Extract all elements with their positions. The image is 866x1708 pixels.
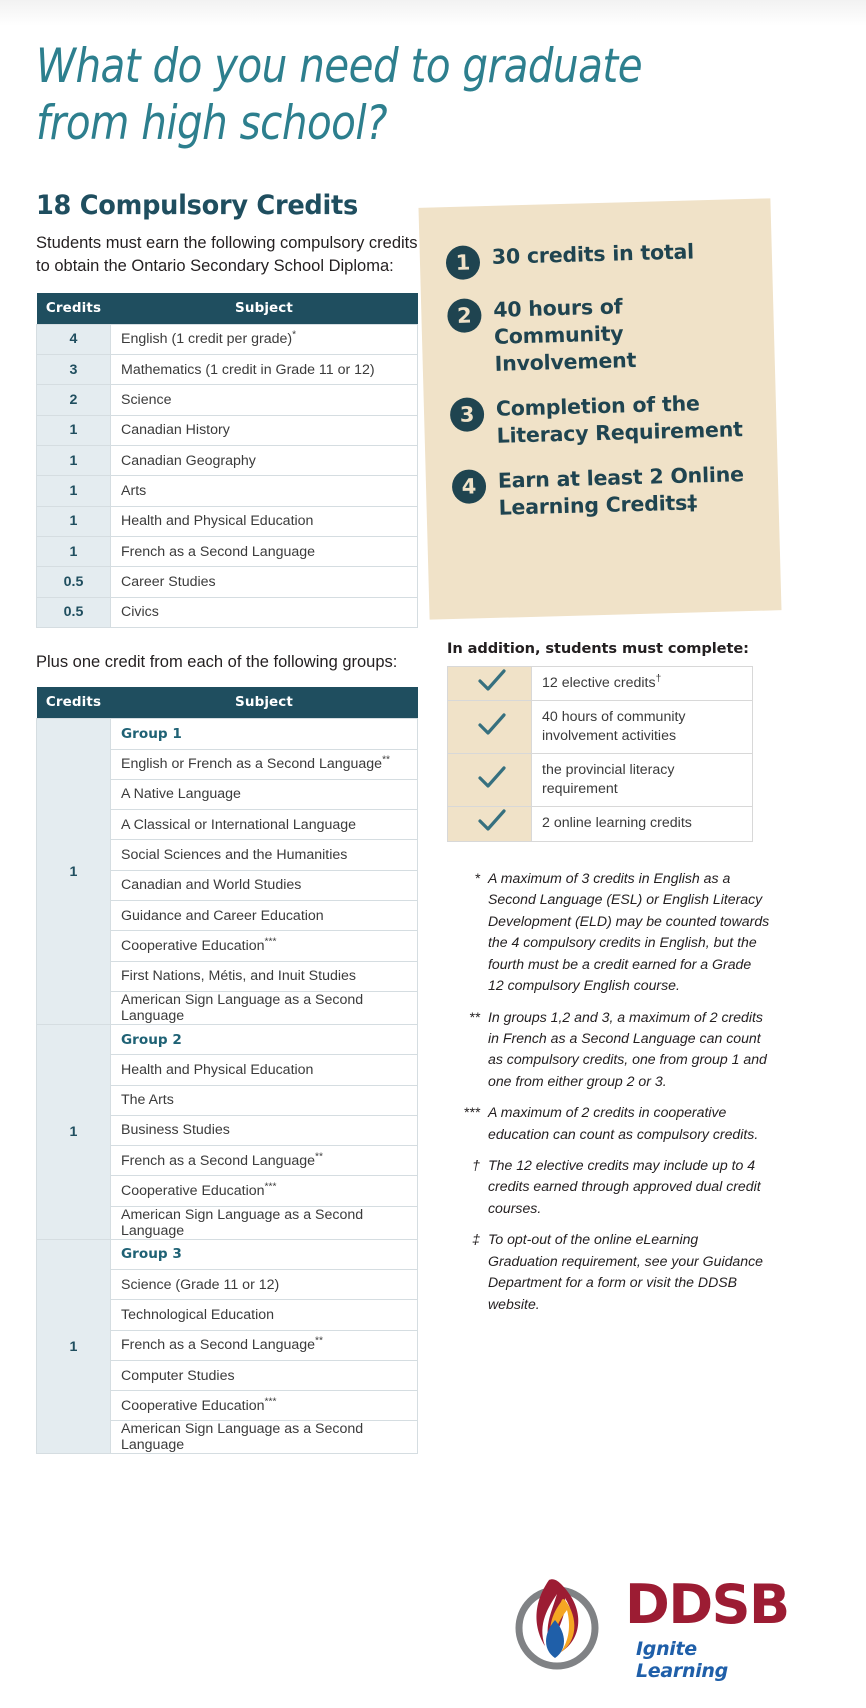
checklist-label: the provincial literacy requirement [532,754,753,807]
subject-cell: English or French as a Second Language** [111,749,418,779]
addition-checklist-body [448,667,753,842]
checklist-row [448,667,753,701]
credits-cell: 0.5 [37,567,111,597]
callout-item-label: 30 credits in total [491,239,695,269]
table-row [37,446,418,476]
table-row [37,567,418,597]
checklist-row [448,701,753,754]
subject-cell: Guidance and Career Education [111,901,418,931]
intro-text: Students must earn the following compulsory credits to obtain the Ontario Secondary School Diploma: [36,234,418,276]
column-header-credits: Credits [37,687,111,719]
footnote-text: In groups 1,2 and 3, a maximum of 2 credits in French as a Second Language can count as compulsory credits, one from group 1 and one from either group 2 or 3. [488,1008,767,1089]
footnote-marker: † [472,1157,480,1174]
addition-checklist-table [447,666,753,842]
group-credits-cell: 1 [37,1024,111,1239]
footnote-text: The 12 elective credits may include up to 4 credits earned through approved dual credit courses. [488,1157,761,1216]
table-header-row [37,293,418,325]
table-row [37,355,418,385]
credits-cell: 1 [37,536,111,566]
subject-cell: French as a Second Language** [111,1330,418,1360]
flame-icon [505,1572,609,1681]
logo-wordmark: DDSB [625,1573,789,1636]
subject-cell: French as a Second Language** [111,1146,418,1176]
group-header-row [37,1024,418,1054]
subject-cell: Technological Education [111,1300,418,1330]
credits-cell: 1 [37,506,111,536]
callout-item [450,389,767,452]
subject-cell: American Sign Language as a Second Language [111,1421,418,1454]
subject-cell: Computer Studies [111,1360,418,1390]
plus-note: Plus one credit from each of the following groups: [36,652,398,671]
group-header-row [37,719,418,749]
callout-number-badge: 4 [452,469,487,504]
subject-cell: The Arts [111,1085,418,1115]
subject-cell: Health and Physical Education [111,506,418,536]
table-row [37,324,418,354]
callout-item-label: Earn at least 2 Online Learning Credits‡ [497,462,745,521]
footnote [452,1007,770,1093]
credits-cell: 1 [37,415,111,445]
column-header-subject: Subject [111,687,418,719]
column-header-subject: Subject [111,293,418,325]
footnote-marker: * [474,870,480,886]
callout-list [446,237,769,524]
page-title: What do you need to graduate from high school? [36,39,643,152]
subject-cell: French as a Second Language [111,536,418,566]
subject-cell: First Nations, Métis, and Inuit Studies [111,961,418,991]
footnotes-list [452,868,770,1325]
subject-cell: American Sign Language as a Second Language [111,991,418,1024]
subject-cell: American Sign Language as a Second Language [111,1206,418,1239]
group-label-cell: Group 2 [111,1024,418,1054]
table-row [37,597,418,627]
footnote-marker: ‡ [472,1231,480,1248]
footnote [452,1155,770,1219]
group-label-cell: Group 3 [111,1239,418,1269]
table-row [37,476,418,506]
subject-cell: Canadian and World Studies [111,870,418,900]
check-icon [448,701,532,754]
credits-cell: 1 [37,476,111,506]
addition-title: In addition, students must complete: [447,640,749,657]
subject-cell: Canadian History [111,415,418,445]
table-row [37,506,418,536]
subject-cell: A Native Language [111,779,418,809]
subject-cell: Science (Grade 11 or 12) [111,1269,418,1299]
group-credits-body [37,719,418,1454]
subject-cell: Cooperative Education*** [111,1391,418,1421]
table-row [37,385,418,415]
logo-tagline: Ignite Learning [636,1638,728,1682]
subject-cell: Health and Physical Education [111,1055,418,1085]
callout-item-label: Completion of the Literacy Requirement [495,391,743,448]
callout-item [447,290,765,380]
compulsory-credits-body [37,324,418,627]
subject-cell: Career Studies [111,567,418,597]
check-icon [448,667,532,701]
subject-cell: Arts [111,476,418,506]
callout-item [446,237,763,281]
group-credits-cell: 1 [37,1239,111,1454]
table-row [37,415,418,445]
left-column [36,190,418,1454]
subject-cell: Business Studies [111,1115,418,1145]
subject-cell: Cooperative Education*** [111,1176,418,1206]
subject-cell: Civics [111,597,418,627]
group-credits-table [36,687,418,1454]
footnote-marker: ** [469,1008,480,1025]
checklist-row [448,754,753,807]
subject-cell: English (1 credit per grade)* [111,324,418,354]
group-header-row [37,1239,418,1269]
table-row [37,536,418,566]
check-icon [448,807,532,841]
credits-cell: 4 [37,324,111,354]
checklist-label: 40 hours of community involvement activities [532,701,753,754]
ddsb-logo [505,1570,789,1682]
section-title: 18 Compulsory Credits [36,190,358,221]
callout-item-label: 40 hours of Community Involvement [492,294,637,376]
callout-number-badge: 1 [446,245,481,280]
group-credits-cell: 1 [37,719,111,1025]
subject-cell: Cooperative Education*** [111,931,418,961]
subject-cell: Science [111,385,418,415]
footnote [452,868,770,997]
subject-cell: Canadian Geography [111,446,418,476]
compulsory-credits-table [36,293,418,628]
footnote-text: A maximum of 3 credits in English as a Second Language (ESL) or English Literacy Development (ELD) may be counted towards the 4 compulsory credits in English, but the fourth must be a credit earned for a Grade 12 compulsory English course. [488,870,770,994]
credits-cell: 2 [37,385,111,415]
subject-cell: A Classical or International Language [111,810,418,840]
footnote [452,1102,770,1145]
subject-cell: Social Sciences and the Humanities [111,840,418,870]
subject-cell: Mathematics (1 credit in Grade 11 or 12) [111,355,418,385]
credits-cell: 1 [37,446,111,476]
callout-panel [418,198,781,619]
footnote [452,1229,770,1315]
right-column [447,640,777,842]
footnote-text: To opt-out of the online eLearning Graduation requirement, see your Guidance Department for a form or visit the DDSB website. [488,1231,763,1312]
footnote-text: A maximum of 2 credits in cooperative education can count as compulsory credits. [488,1104,759,1142]
checklist-row [448,807,753,841]
callout-number-badge: 2 [447,298,482,333]
checklist-label: 12 elective credits† [532,667,753,701]
callout-item [452,461,769,524]
credits-cell: 3 [37,355,111,385]
credits-cell: 0.5 [37,597,111,627]
footnote-marker: *** [463,1104,480,1121]
callout-number-badge: 3 [450,397,485,432]
column-header-credits: Credits [37,293,111,325]
table-header-row [37,687,418,719]
checklist-label: 2 online learning credits [532,807,753,841]
group-label-cell: Group 1 [111,719,418,749]
check-icon [448,754,532,807]
